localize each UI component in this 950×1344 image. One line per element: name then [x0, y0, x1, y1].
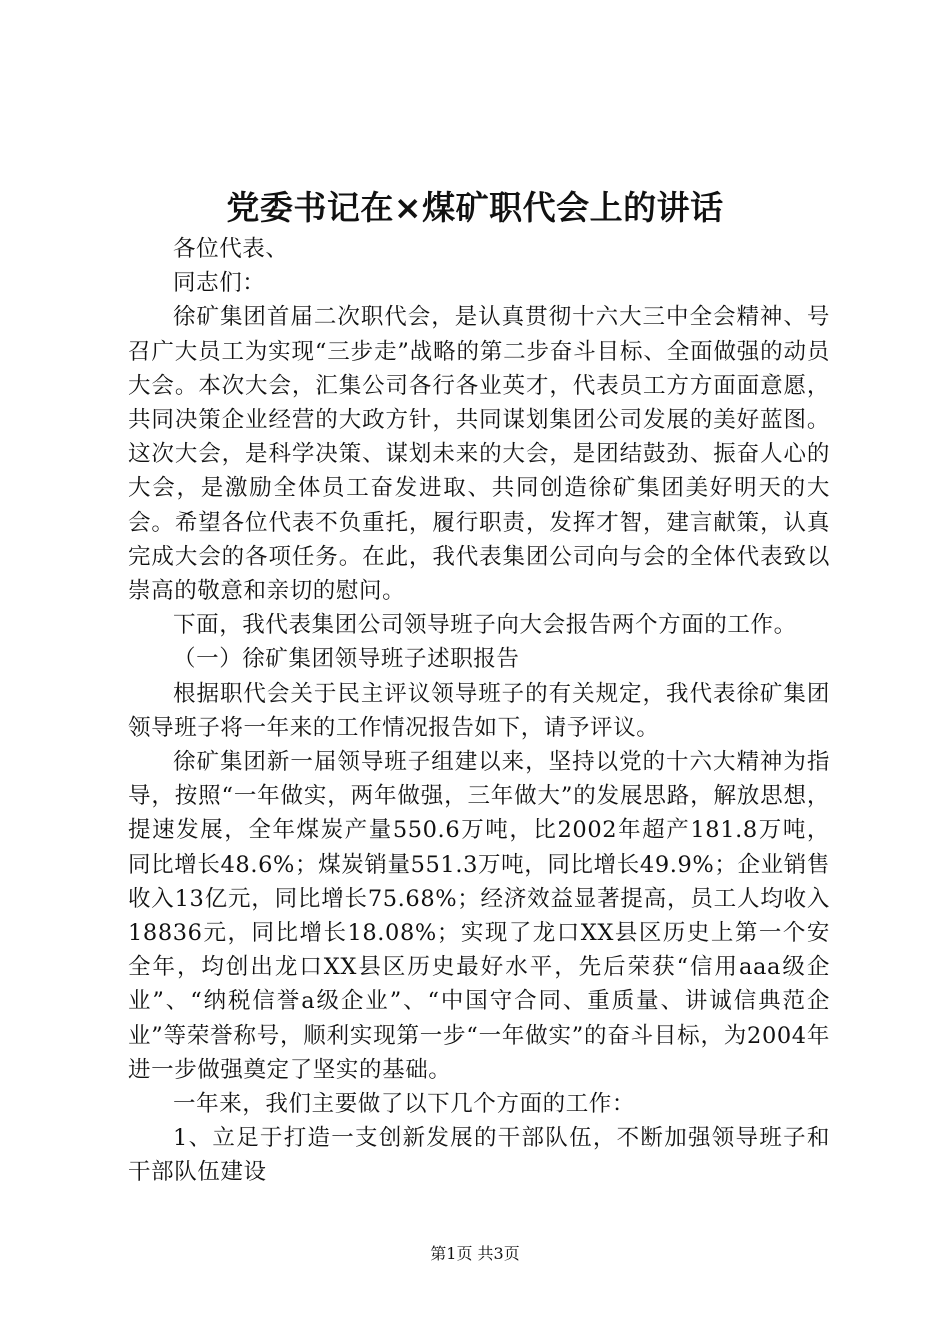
body-paragraph: 根据职代会关于民主评议领导班子的有关规定，我代表徐矿集团领导班子将一年来的工作情况报告如下，请予评议。	[128, 680, 830, 741]
salutation-line: 同志们：	[173, 270, 266, 297]
subsection-heading: 1、立足于打造一支创新发展的干部队伍，不断加强领导班子和干部队伍建设	[128, 1125, 830, 1186]
body-paragraph: 一年来，我们主要做了以下几个方面的工作：	[173, 1091, 636, 1118]
body-paragraph: 下面，我代表集团公司领导班子向大会报告两个方面的工作。	[173, 612, 797, 639]
body-paragraph: 徐矿集团首届二次职代会，是认真贯彻十六大三中全会精神、号召广大员工为实现“三步走”战略的第二步奋斗目标、全面做强的动员大会。本次大会，汇集公司各行各业英才，代表员工方方面面意愿，共同决策企业经营的大政方针，共同谋划集团公司发展的美好蓝图。这次大会，是科学决策、谋划未来的大会，是团结鼓劲、振奋人心的大会，是激励全体员工奋发进取、共同创造徐矿集团美好明天的大会。希望各位代表不负重托，履行职责，发挥才智，建言献策，认真完成大会的各项任务。在此，我代表集团公司向与会的全体代表致以崇高的敬意和亲切的慰问。	[128, 304, 830, 605]
salutation-line: 各位代表、	[173, 236, 289, 262]
document-body	[128, 232, 830, 1190]
page-total: 共3页	[477, 1244, 520, 1263]
section-heading: （一）徐矿集团领导班子述职报告	[173, 646, 520, 673]
page-footer	[0, 1242, 950, 1266]
body-paragraph: 徐矿集团新一届领导班子组建以来，坚持以党的十六大精神为指导，按照“一年做实，两年做强，三年做大”的发展思路，解放思想，提速发展，全年煤炭产量550.6万吨，比2002年超产181.8万吨，同比增长48.6%；煤炭销量551.3万吨，同比增长49.9%；企业销售收入13亿元，同比增长75.68%；经济效益显著提高，员工人均收入18836元，同比增长18.08%；实现了龙口XX县区历史上第一个安全年，均创出龙口XX县区历史最好水平，先后荣获“信用aaa级企业”、“纳税信誉a级企业”、“中国守合同、重质量、讲诚信典范企业”等荣誉称号，顺利实现第一步“一年做实”的奋斗目标，为2004年进一步做强奠定了坚实的基础。	[128, 749, 830, 1083]
page-number: 第1页	[430, 1244, 473, 1263]
document-title: 党委书记在×煤矿职代会上的讲话	[226, 188, 724, 227]
